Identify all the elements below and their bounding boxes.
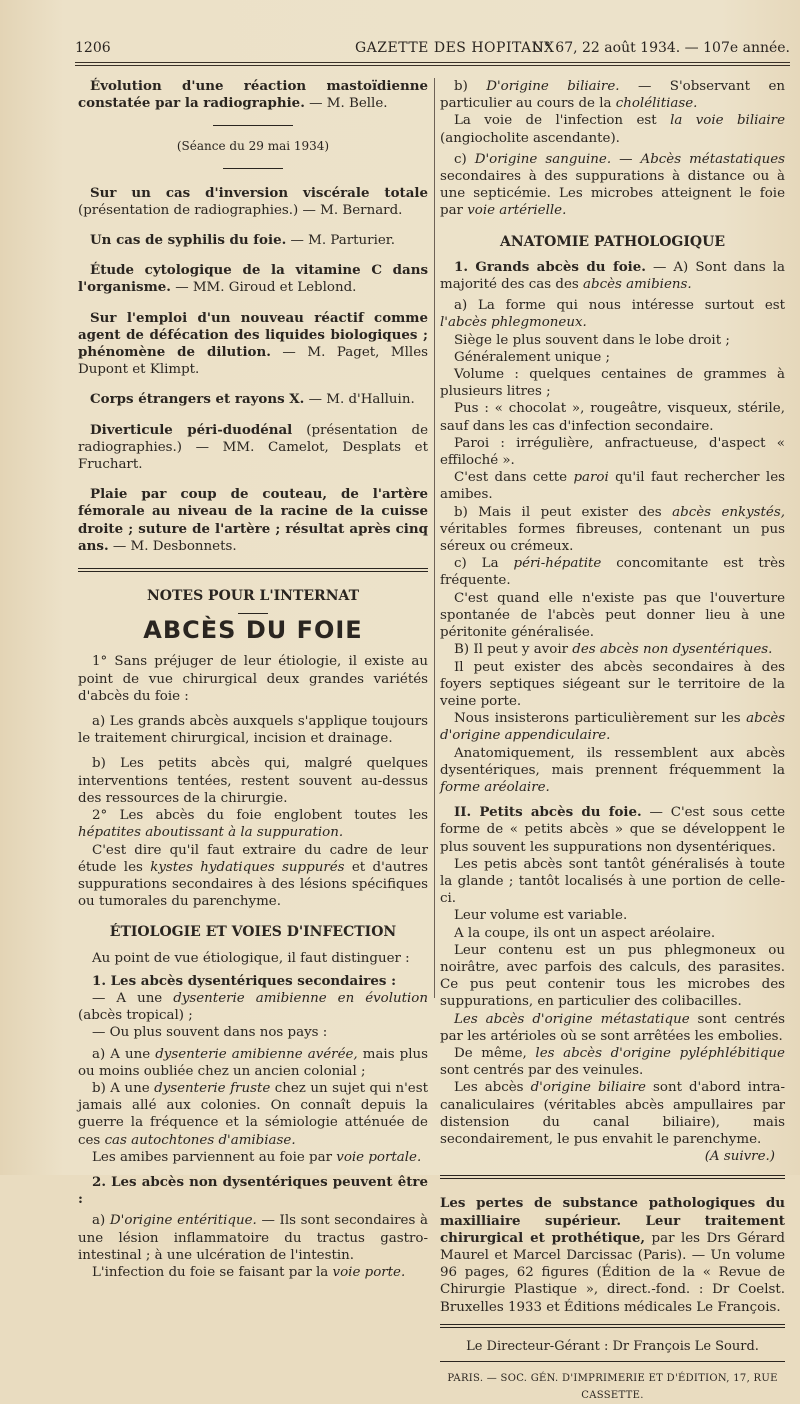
header-rule bbox=[75, 62, 790, 66]
paragraph: Siège le plus souvent dans le lobe droit ; bbox=[454, 332, 730, 348]
paragraph: 1. Grands abcès du foie. — A) Sont dans la majorité des cas des abcès amibiens. bbox=[440, 258, 785, 293]
paragraph: Pus : « chocolat », rougeâtre, visqueux, stérile, sauf dans les cas d'infection secondaire. bbox=[440, 401, 785, 434]
communication-item: Étude cytologique de la vitamine C dans l'organisme. — MM. Giroud et Leblond. bbox=[78, 262, 428, 296]
paragraph: Au point de vue étiologique, il faut distinguer : bbox=[92, 950, 410, 966]
paragraph: a) Les grands abcès auxquels s'applique toujours le traitement chirurgical, incision et drainage. bbox=[78, 714, 428, 747]
paragraph: B) Il peut y avoir des abcès non dysentériques. bbox=[454, 642, 773, 658]
to-be-continued: (A suivre.) bbox=[704, 1149, 775, 1165]
communication-item: Sur l'emploi d'un nouveau réactif comme agent de défécation des liquides biologiques ; phénomène de dilution. — M. Paget, Mlles Dupont et Klimpt. bbox=[78, 309, 429, 378]
paragraph: — Ou plus souvent dans nos pays : bbox=[92, 1025, 328, 1041]
paragraph: 2° Les abcès du foie englobent toutes les hépatites aboutissant à la suppuration. bbox=[78, 808, 428, 841]
communication-item: Sur un cas d'inversion viscérale totale (présentation de radiographies.) — M. Bernard. bbox=[78, 184, 428, 218]
page-number: 1206 bbox=[75, 40, 111, 56]
section-heading: ÉTIOLOGIE ET VOIES D'INFECTION bbox=[109, 924, 397, 941]
paragraph: 2. Les abcès non dysentériques peuvent être : bbox=[78, 1173, 428, 1208]
short-rule bbox=[213, 125, 293, 126]
left-column bbox=[78, 78, 428, 1281]
right-column bbox=[440, 78, 785, 1404]
paragraph: Les amibes parviennent au foie par voie portale. bbox=[92, 1149, 422, 1165]
paragraph: C'est quand elle n'existe pas que l'ouverture spontanée de l'abcès peut donner lieu à une péritonite généralisée. bbox=[440, 590, 785, 641]
paragraph: — A une dysenterie amibienne en évolution (abcès tropical) ; bbox=[78, 990, 428, 1024]
paragraph: II. Petits abcès du foie. — C'est sous cette forme de « petits abcès » que se développent le plus souvent les suppurations non dysentériques. bbox=[440, 804, 785, 855]
paragraph: A la coupe, ils ont un aspect aréolaire. bbox=[454, 925, 716, 941]
issue-info: N° 67, 22 août 1934. — 107e année. bbox=[531, 40, 790, 56]
paragraph: 1. Les abcès dysentériques secondaires : bbox=[92, 972, 397, 989]
communication-item: Diverticule péri-duodénal (présentation de radiographies.) — MM. Camelot, Desplats et Fruchart. bbox=[78, 421, 428, 473]
paragraph: b) D'origine biliaire. — S'observant en particulier au cours de la cholélitiase. bbox=[440, 79, 785, 112]
paragraph: Volume : quelques centaines de grammes à plusieurs litres ; bbox=[440, 367, 785, 400]
session-date: (Séance du 29 mai 1934) bbox=[176, 139, 330, 154]
paragraph: c) D'origine sanguine. — Abcès métastatiques secondaires à des suppurations à distance ou à une septicémie. Les microbes atteignent le foie par voie artérielle. bbox=[440, 151, 785, 219]
paragraph: Généralement unique ; bbox=[454, 349, 611, 365]
page-header bbox=[75, 40, 790, 62]
paragraph: b) A une dysenterie fruste chez un sujet qui n'est jamais allé aux colonies. On connaît depuis la guerre la fréquence et la sémiologie atténuée de ces cas autochtones d'amibiase. bbox=[78, 1080, 428, 1148]
short-rule bbox=[238, 613, 268, 614]
paragraph: L'infection du foie se faisant par la voie porte. bbox=[92, 1264, 406, 1280]
director-line: Le Directeur-Gérant : Dr François Le Sourd. bbox=[466, 1338, 759, 1354]
paragraph: a) D'origine entéritique. — Ils sont secondaires à une lésion inflammatoire du tractus gastro-intestinal ; à une ulcération de l'intestin. bbox=[78, 1213, 428, 1263]
notes-title: NOTES POUR L'INTERNAT bbox=[146, 588, 360, 605]
paragraph: La voie de l'infection est la voie biliaire (angiocholite ascendante). bbox=[440, 113, 785, 146]
paragraph: Les abcès d'origine métastatique sont centrés par les artérioles où se sont arrêtées les embolies. bbox=[440, 1011, 785, 1044]
short-rule bbox=[223, 168, 283, 169]
paragraph: Nous insisterons particulièrement sur les abcès d'origine appendiculaire. bbox=[440, 711, 785, 744]
communication-item: Évolution d'une réaction mastoïdienne constatée par la radiographie. — M. Belle. bbox=[78, 78, 428, 112]
article-title: ABCÈS DU FOIE bbox=[143, 616, 363, 645]
communication-item: Un cas de syphilis du foie. — M. Parturier. bbox=[90, 232, 395, 249]
paragraph: Les abcès d'origine biliaire sont d'abord intra-canaliculaires (véritables abcès ampullaires par distension du canal biliaire), mais secondairement, le pus envahit le parenchyme. bbox=[440, 1080, 786, 1147]
paragraph: Les petis abcès sont tantôt généralisés à toute la glande ; tantôt localisés à une portion de celle-ci. bbox=[440, 856, 785, 907]
section-heading: ANATOMIE PATHOLOGIQUE bbox=[499, 233, 726, 250]
journal-title: GAZETTE DES HOPITAUX bbox=[355, 40, 555, 56]
paragraph: De même, les abcès d'origine pyléphlébitique sont centrés par des veinules. bbox=[440, 1045, 785, 1079]
paragraph: a) A une dysenterie amibienne avérée, mais plus ou moins oubliée chez un ancien colonial ; bbox=[78, 1046, 428, 1079]
paragraph: C'est dire qu'il faut extraire du cadre de leur étude les kystes hydatiques suppurés et d'autres suppurations secondaires à des lésions spécifiques ou tumorales du parenchyme. bbox=[78, 842, 428, 910]
paragraph: C'est dans cette paroi qu'il faut rechercher les amibes. bbox=[440, 470, 785, 503]
section-rule bbox=[440, 1324, 785, 1328]
paragraph: c) La péri-hépatite concomitante est très fréquente. bbox=[440, 556, 785, 589]
communication-item: Corps étrangers et rayons X. — M. d'Halluin. bbox=[90, 391, 415, 408]
paragraph: Paroi : irrégulière, anfractueuse, d'aspect « effiloché ». bbox=[440, 435, 785, 469]
paragraph: Anatomiquement, ils ressemblent aux abcès dysentériques, mais prennent fréquemment la forme aréolaire. bbox=[440, 745, 785, 795]
paragraph: 1° Sans préjuger de leur étiologie, il existe au point de vue chirurgical deux grandes variétés d'abcès du foie : bbox=[78, 654, 428, 704]
paragraph: b) Les petits abcès qui, malgré quelques interventions tentées, restent souvent au-dessus des ressources de la chirurgie. bbox=[78, 756, 428, 806]
section-rule bbox=[440, 1175, 785, 1179]
paragraph: b) Mais il peut exister des abcès enkystés, véritables formes fibreuses, contenant un pus séreux ou crémeux. bbox=[440, 504, 785, 555]
paragraph: Leur contenu est un pus phlegmoneux ou noirâtre, avec parfois des calculs, des parasites. Ce pus peut contenir tous les microbes des suppurations, en particulier des colibacilles. bbox=[440, 942, 785, 1010]
book-notice: Les pertes de substance pathologiques du maxilliaire supérieur. Leur traitement chirurgical et prothétique, par les Drs Gérard Maurel et Marcel Darcissac (Paris). — Un volume 96 pages, 62 figures (Édition de la « Revue de Chirurgie Plastique », direct.-fond. : Dr Coelst. Bruxelles 1933 et Éditions médicales Le François. bbox=[440, 1195, 785, 1315]
printer-line: PARIS. — SOC. GÉN. D'IMPRIMERIE ET D'ÉDITION, 17, RUE CASSETTE. bbox=[447, 1373, 778, 1402]
column-separator bbox=[434, 78, 435, 998]
paragraph: Il peut exister des abcès secondaires à des foyers septiques siégeant sur le territoire de la veine porte. bbox=[440, 659, 785, 709]
paragraph: a) La forme qui nous intéresse surtout est l'abcès phlegmoneux. bbox=[440, 298, 785, 331]
section-rule bbox=[78, 568, 428, 572]
communication-item: Plaie par coup de couteau, de l'artère fémorale au niveau de la racine de la cuisse droite ; suture de l'artère ; résultat après cinq ans. — M. Desbonnets. bbox=[78, 486, 428, 554]
paragraph: Leur volume est variable. bbox=[454, 908, 628, 924]
footer-rule bbox=[440, 1361, 785, 1362]
